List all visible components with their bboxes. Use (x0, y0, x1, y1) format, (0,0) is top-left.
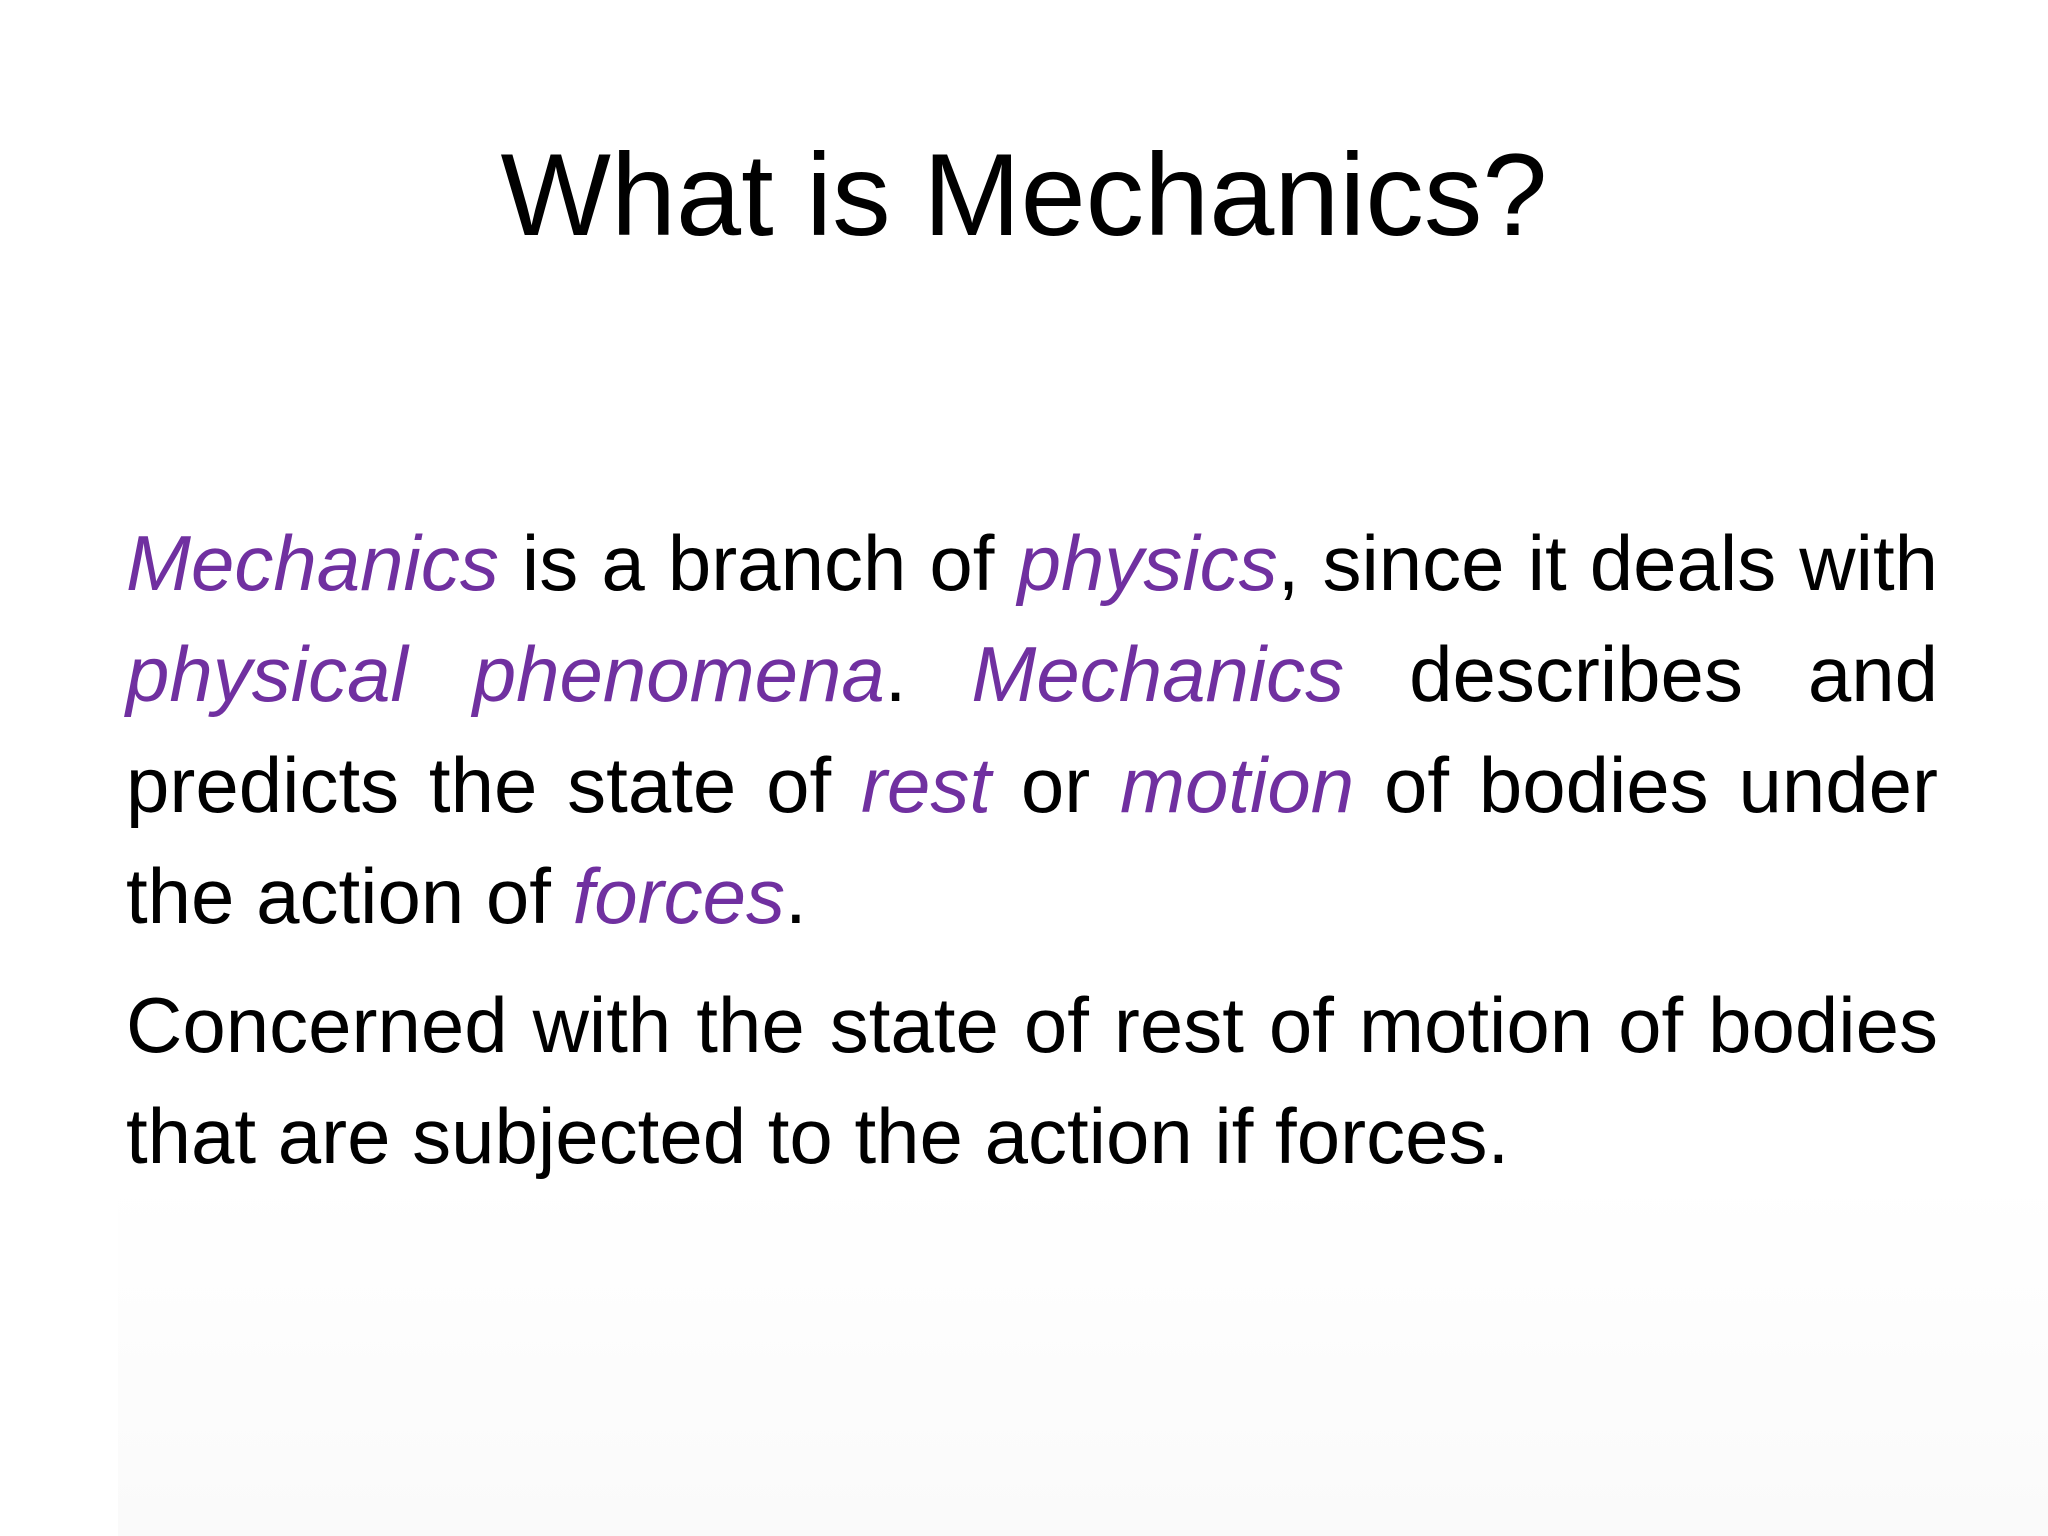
term-forces: forces (572, 852, 786, 940)
paragraph-concerned (126, 970, 1938, 1192)
term-physical-phenomena: physical phenomena (126, 630, 885, 718)
term-motion: motion (1120, 741, 1355, 829)
term-rest: rest (860, 741, 992, 829)
term-physics: physics (1017, 519, 1278, 607)
term-mechanics: Mechanics (971, 630, 1345, 718)
text-segment: Concerned with the state of rest of motion of bodies that are subjected to the action if forces. (126, 981, 1938, 1180)
term-mechanics: Mechanics (126, 519, 499, 607)
text-segment: describes and predicts the state of (126, 630, 1939, 829)
text-segment: . (785, 852, 807, 940)
text-segment: . (884, 630, 972, 718)
paragraph-definition (126, 508, 1938, 952)
text-segment: of bodies under the action of (126, 741, 1938, 940)
text-segment: or (991, 741, 1121, 829)
slide-body (126, 508, 1938, 1192)
text-segment: , since it deals with (1277, 519, 1939, 607)
background-tint (118, 1180, 2048, 1536)
slide-title: What is Mechanics? (500, 129, 1548, 260)
text-segment: is a branch of (498, 519, 1018, 607)
